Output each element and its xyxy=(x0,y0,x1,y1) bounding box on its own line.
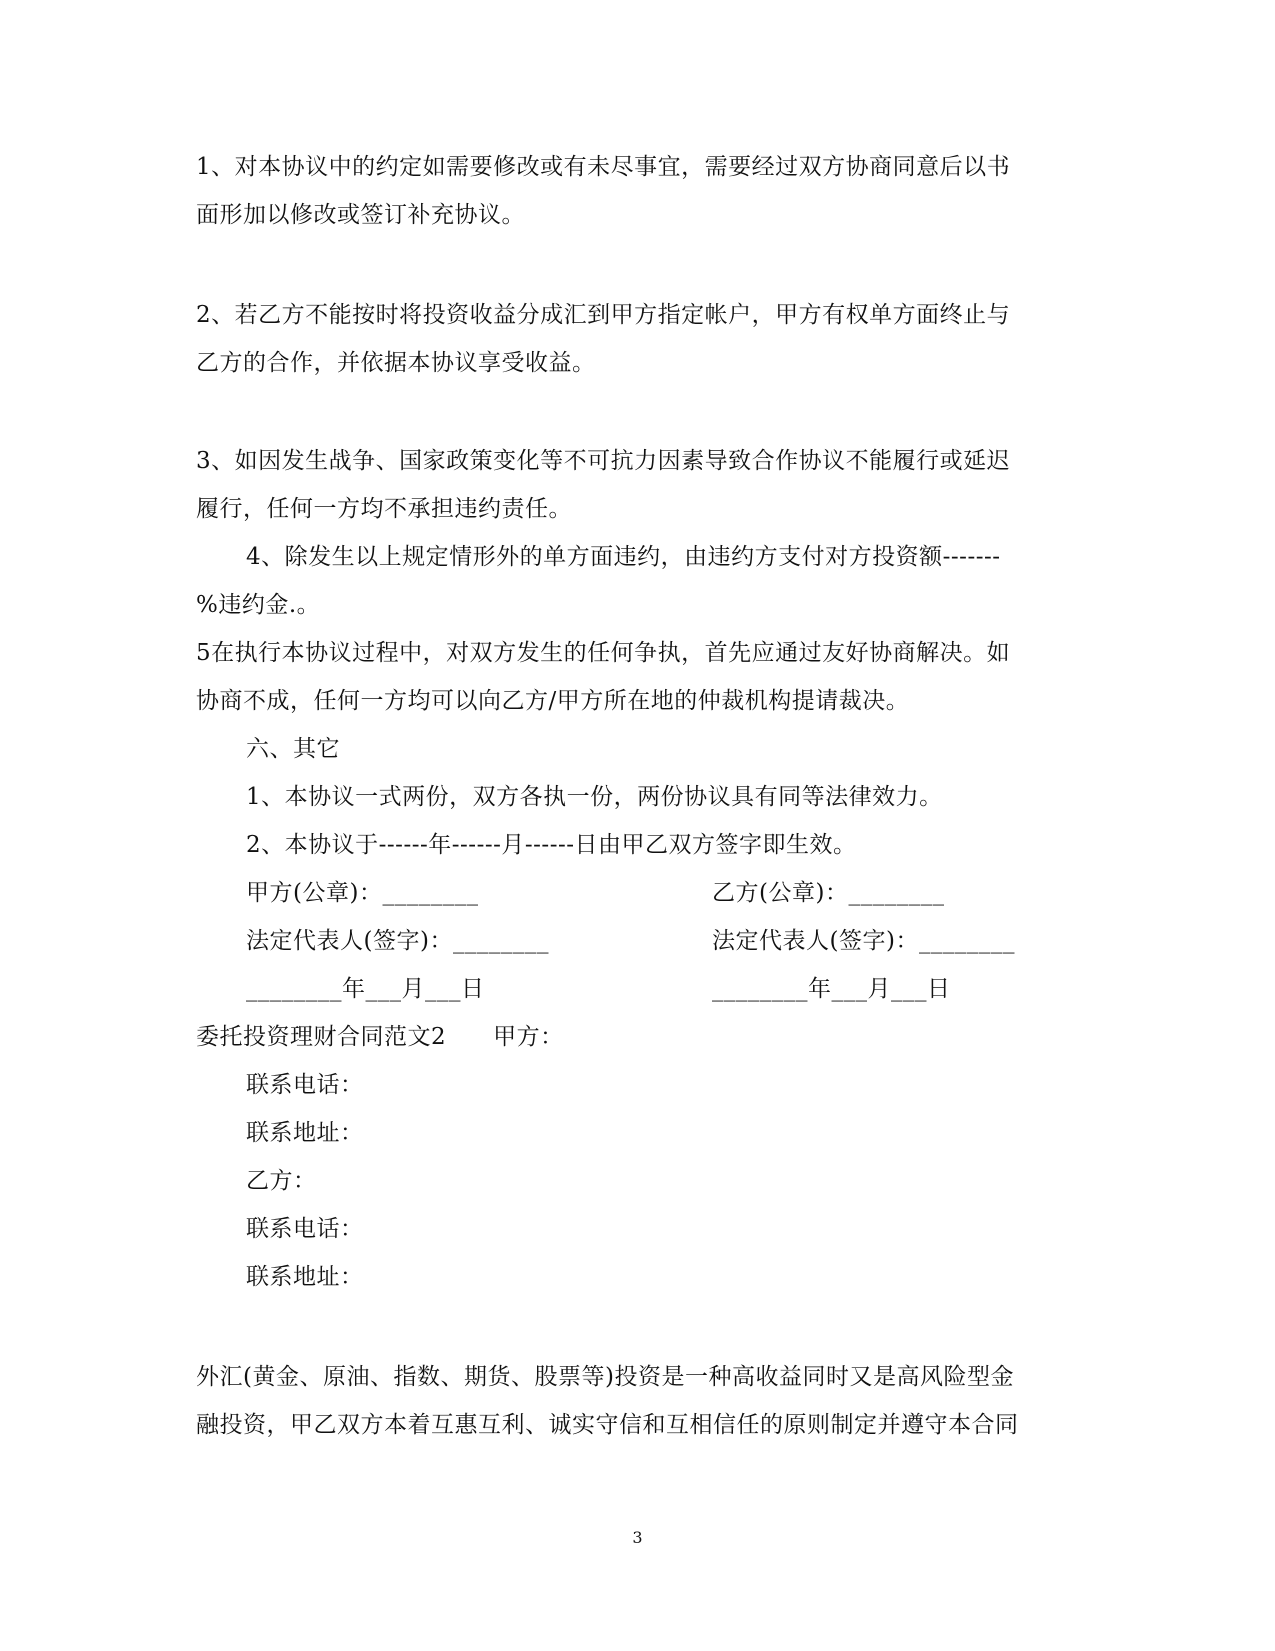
clause-breach-line-2: %违约金.。 xyxy=(196,592,321,618)
clause-force-majeure-line-1: 3、如因发生战争、国家政策变化等不可抗力因素导致合作协议不能履行或延迟 xyxy=(196,448,1011,474)
party-b-phone-label: 联系电话： xyxy=(246,1216,364,1242)
intro-line-2: 融投资，甲乙双方本着互惠互利、诚实守信和互相信任的原则制定并遵守本合同 xyxy=(196,1412,1019,1438)
clause-amendment-line-1: 1、对本协议中的约定如需要修改或有未尽事宜，需要经过双方协商同意后以书 xyxy=(196,154,1011,180)
party-b-seal-field: 乙方(公章)：________ xyxy=(712,880,945,906)
section-heading-other: 六、其它 xyxy=(246,736,340,762)
party-b-representative-field: 法定代表人(签字)：________ xyxy=(712,928,1015,954)
party-b-address-label: 联系地址： xyxy=(246,1264,364,1290)
party-a-address-label: 联系地址： xyxy=(246,1120,364,1146)
clause-effective-date: 2、本协议于------年------月------日由甲乙双方签字即生效。 xyxy=(246,832,857,858)
party-a-date-field: ________年___月___日 xyxy=(246,976,485,1002)
page-number: 3 xyxy=(632,1528,643,1547)
party-a-seal-field: 甲方(公章)：________ xyxy=(246,880,479,906)
party-a-representative-field: 法定代表人(签字)：________ xyxy=(246,928,549,954)
party-b-label: 乙方： xyxy=(246,1168,317,1194)
clause-copies: 1、本协议一式两份，双方各执一份，两份协议具有同等法律效力。 xyxy=(246,784,943,810)
clause-force-majeure-line-2: 履行，任何一方均不承担违约责任。 xyxy=(196,496,572,522)
clause-termination-line-1: 2、若乙方不能按时将投资收益分成汇到甲方指定帐户，甲方有权单方面终止与 xyxy=(196,302,1011,328)
party-a-phone-label: 联系电话： xyxy=(246,1072,364,1098)
clause-amendment-line-2: 面形加以修改或签订补充协议。 xyxy=(196,202,525,228)
contract-2-title: 委托投资理财合同范文2 甲方： xyxy=(196,1024,564,1050)
clause-termination-line-2: 乙方的合作，并依据本协议享受收益。 xyxy=(196,350,596,376)
clause-breach-line-1: 4、除发生以上规定情形外的单方面违约，由违约方支付对方投资额------- xyxy=(246,544,1001,570)
intro-line-1: 外汇(黄金、原油、指数、期货、股票等)投资是一种高收益同时又是高风险型金 xyxy=(196,1364,1014,1390)
clause-dispute-line-2: 协商不成，任何一方均可以向乙方/甲方所在地的仲裁机构提请裁决。 xyxy=(196,688,910,714)
clause-dispute-line-1: 5在执行本协议过程中，对双方发生的任何争执，首先应通过友好协商解决。如 xyxy=(196,640,1011,666)
party-b-date-field: ________年___月___日 xyxy=(712,976,951,1002)
